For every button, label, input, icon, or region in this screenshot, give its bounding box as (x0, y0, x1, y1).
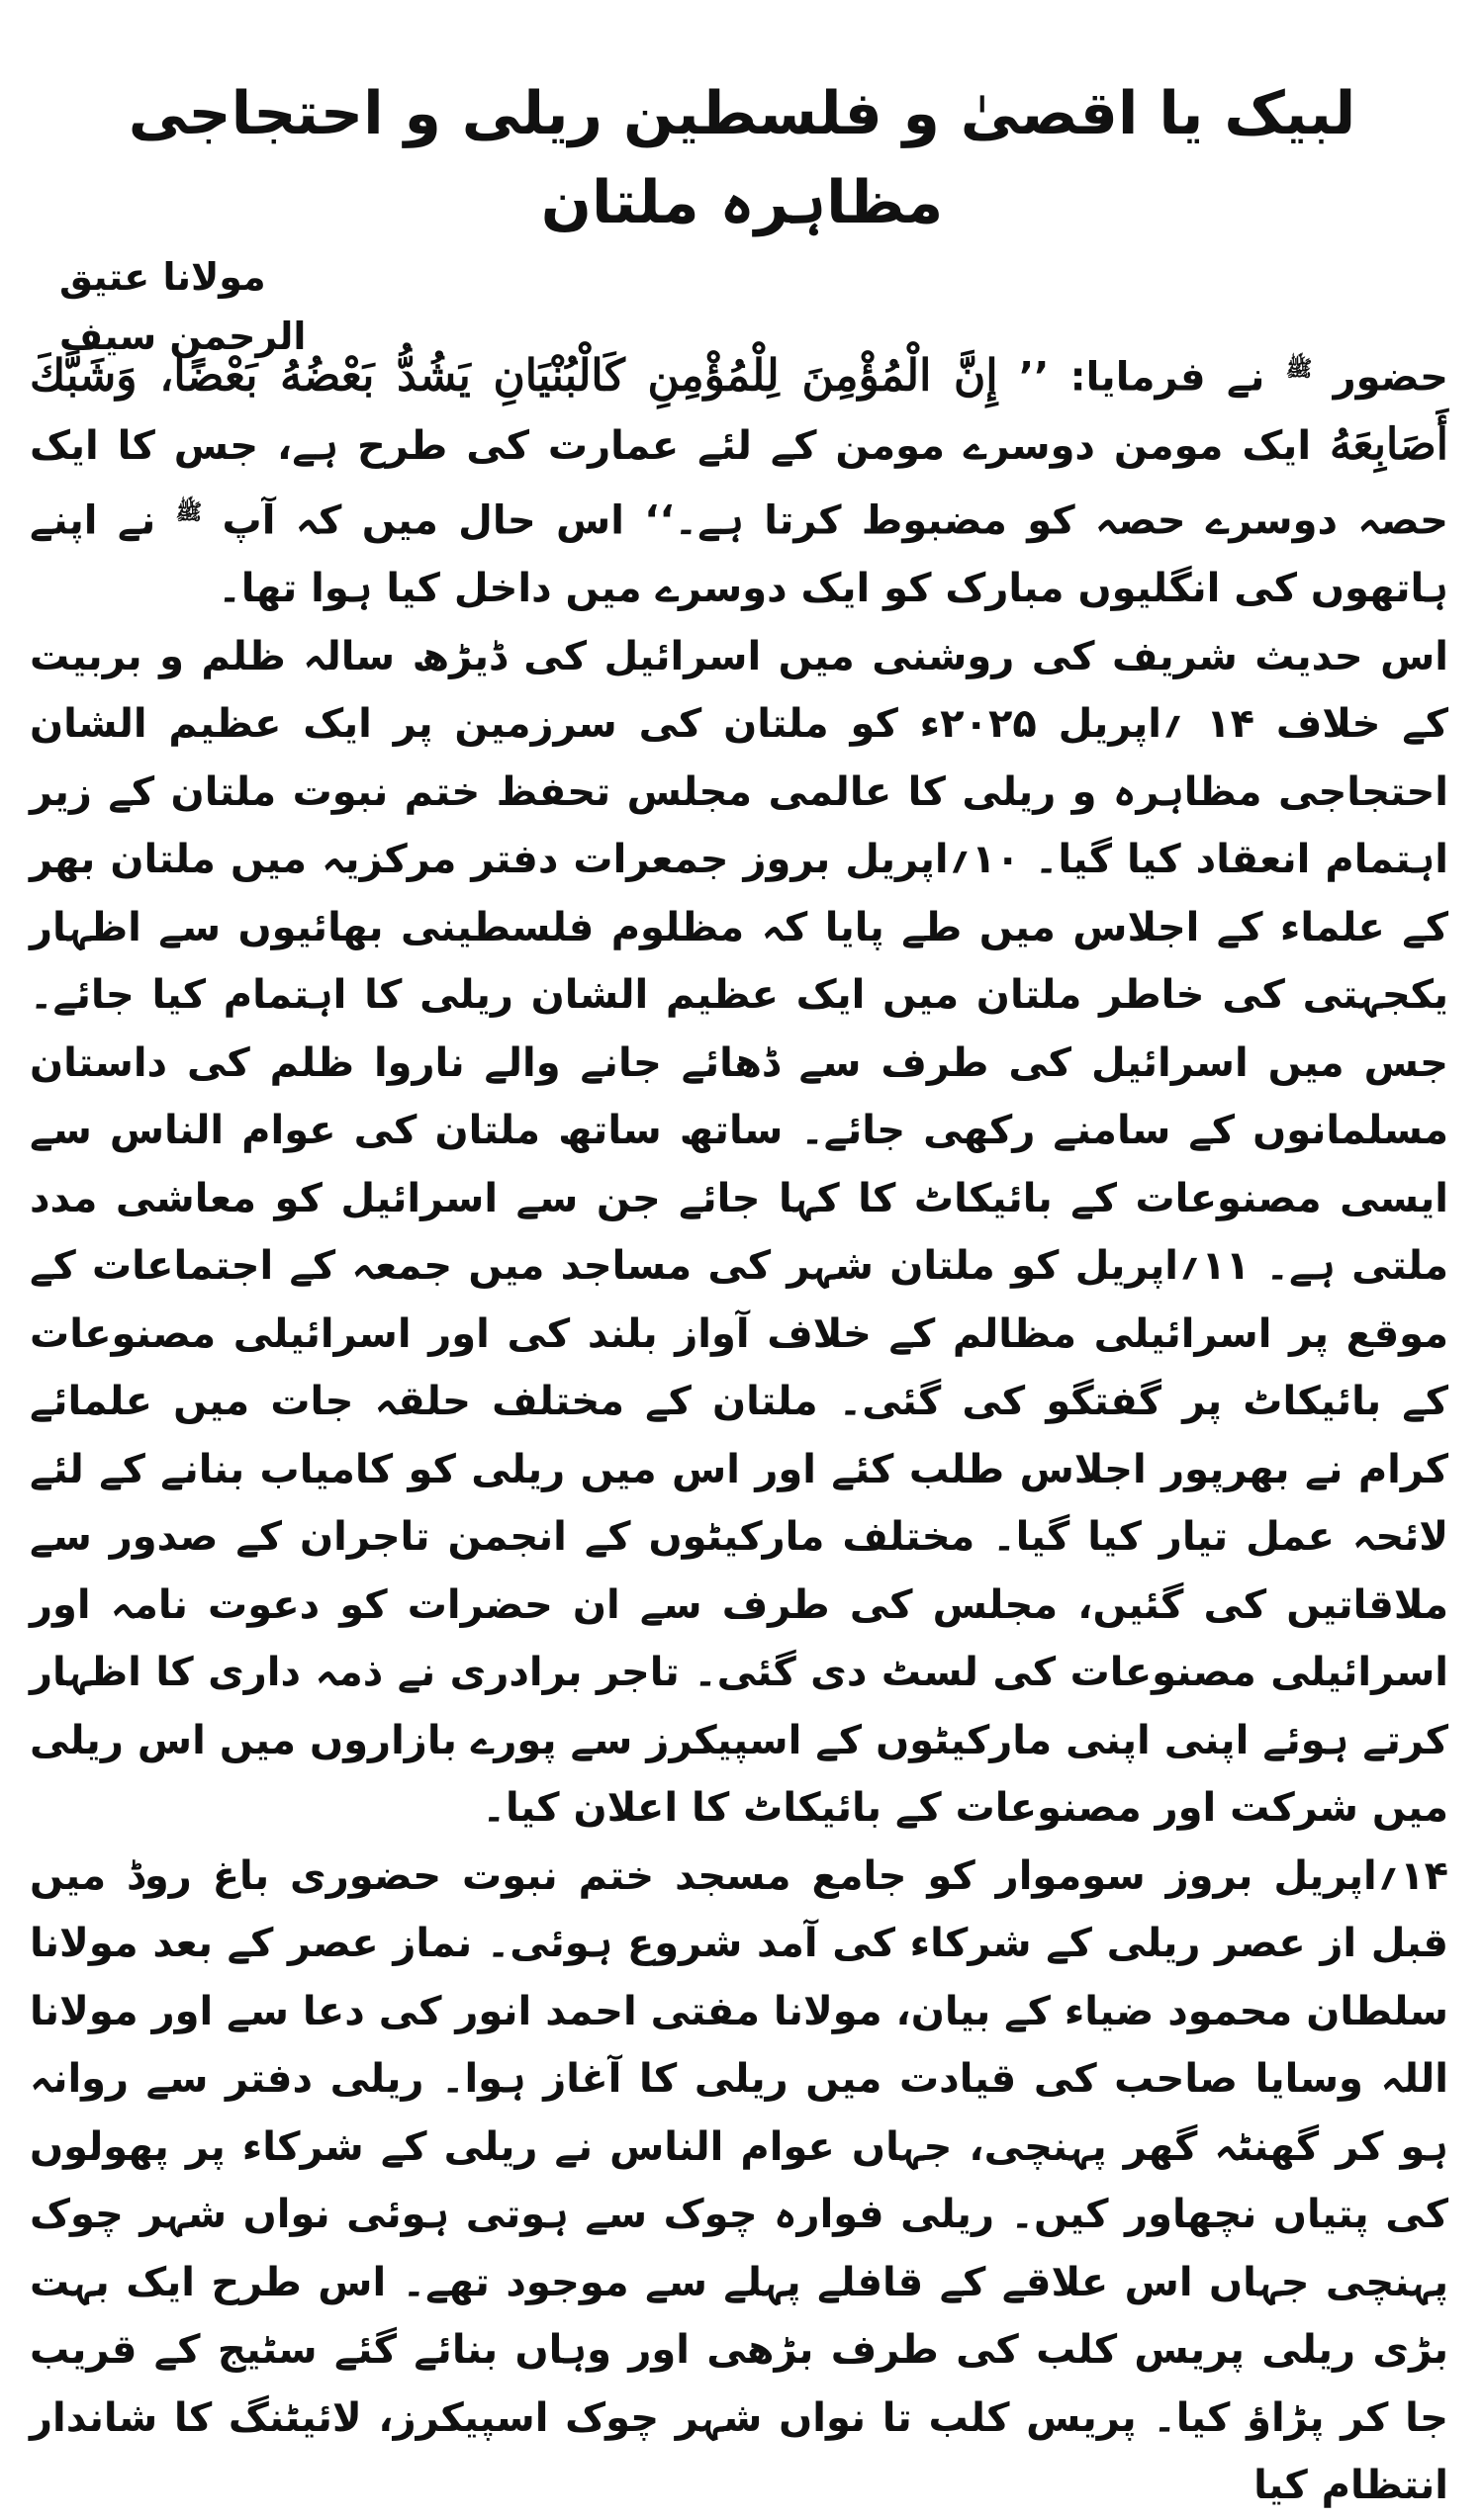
author-name: مولانا عتیق الرحمن سیف (59, 255, 307, 358)
salutation-mark: ﷺ (175, 500, 203, 526)
salutation-mark: ﷺ (1285, 357, 1313, 382)
hadith-arabic: إِنَّ الْمُؤْمِنَ لِلْمُؤْمِنِ كَالْبُنْيَانِ يَشُدُّ بَعْضُهُ بَعْضًا، وَشَبَّكَ أَصَابِعَهُ (30, 350, 1448, 470)
article-body (30, 336, 1448, 2520)
para1-said: نے فرمایا: ’’ (1018, 354, 1265, 401)
para1-end: نے اپنے ہاتھوں کی انگلیوں مبارک کو ایک دوسرے میں داخل کیا ہوا تھا۔ (30, 497, 1448, 612)
para1-translation: ایک مومن دوسرے مومن کے لئے عمارت کی طرح ہے، جس کا ایک حصہ دوسرے حصہ کو مضبوط کرتا ہے۔‘‘ اس حال میں کہ آپ (30, 422, 1448, 544)
paragraph-rally-preparation: اس حدیث شریف کی روشنی میں اسرائیل کی ڈیڑھ سالہ ظلم و بربیت کے خلاف ۱۴ ؍اپریل ۲۰۲۵ء کو ملتان کی سرزمین پر ایک عظیم الشان احتجاجی مظاہرہ و ریلی کا عالمی مجلس تحفظ ختم نبوت ملتان کے زیر اہتمام انعقاد کیا گیا۔ ۱۰؍اپریل بروز جمعرات دفتر مرکزیہ میں ملتان بھر کے علماء کے اجلاس میں طے پایا کہ مظلوم فلسطینی بھائیوں سے اظہار یکجہتی کی خاطر ملتان میں ایک عظیم الشان ریلی کا اہتمام کیا جائے۔ جس میں اسرائیل کی طرف سے ڈھائے جانے والے ناروا ظلم کی داستان مسلمانوں کے سامنے رکھی جائے۔ ساتھ ساتھ ملتان کی عوام الناس سے ایسی مصنوعات کے بائیکاٹ کا کہا جائے جن سے اسرائیل کو معاشی مدد ملتی ہے۔ ۱۱؍اپریل کو ملتان شہر کی مساجد میں جمعہ کے اجتماعات کے موقع پر اسرائیلی مظالم کے خلاف آواز بلند کی اور اسرائیلی مصنوعات کے بائیکاٹ پر گفتگو کی گئی۔ ملتان کے مختلف حلقہ جات میں علمائے کرام نے بھرپور اجلاس طلب کئے اور اس میں ریلی کو کامیاب بنانے کے لئے لائحہ عمل تیار کیا گیا۔ مختلف مارکیٹوں کے انجمن تاجران کے صدور سے ملاقاتیں کی گئیں، مجلس کی طرف سے ان حضرات کو دعوت نامہ اور اسرائیلی مصنوعات کی لسٹ دی گئی۔ تاجر برادری نے ذمہ داری کا اظہار کرتے ہوئے اپنی اپنی مارکیٹوں کے اسپیکرز سے پورے بازاروں میں اس ریلی میں شرکت اور مصنوعات کے بائیکاٹ کا اعلان کیا۔ (30, 633, 1449, 1832)
para1-intro: حضور (1333, 354, 1448, 401)
paragraph-rally-day: ۱۴؍اپریل بروز سوموار کو جامع مسجد ختم نبوت حضوری باغ روڈ میں قبل از عصر ریلی کے شرکاء کی آمد شروع ہوئی۔ نماز عصر کے بعد مولانا سلطان محمود ضیاء کے بیان، مولانا مفتی احمد انور کی دعا سے اور مولانا اللہ وسایا صاحب کی قیادت میں ریلی کا آغاز ہوا۔ ریلی دفتر سے روانہ ہو کر گھنٹہ گھر پہنچی، جہاں عوام الناس نے ریلی کے شرکاء پر پھولوں کی پتیاں نچھاور کیں۔ ریلی فوارہ چوک سے ہوتی ہوئی نواں شہر چوک پہنچی جہاں اس علاقے کے قافلے پہلے سے موجود تھے۔ اس طرح ایک بہت بڑی ریلی پریس کلب کی طرف بڑھی اور وہاں بنائے گئے سٹیج کے قریب جا کر پڑاؤ کیا۔ پریس کلب تا نواں شہر چوک اسپیکرز، لائیٹنگ کا شاندار انتظام کیا (30, 1852, 1448, 2509)
article-title: لبیک یا اقصیٰ و فلسطین ریلی و احتجاجی مظاہرہ ملتان (128, 79, 1356, 237)
paragraph-hadith (30, 336, 1448, 623)
